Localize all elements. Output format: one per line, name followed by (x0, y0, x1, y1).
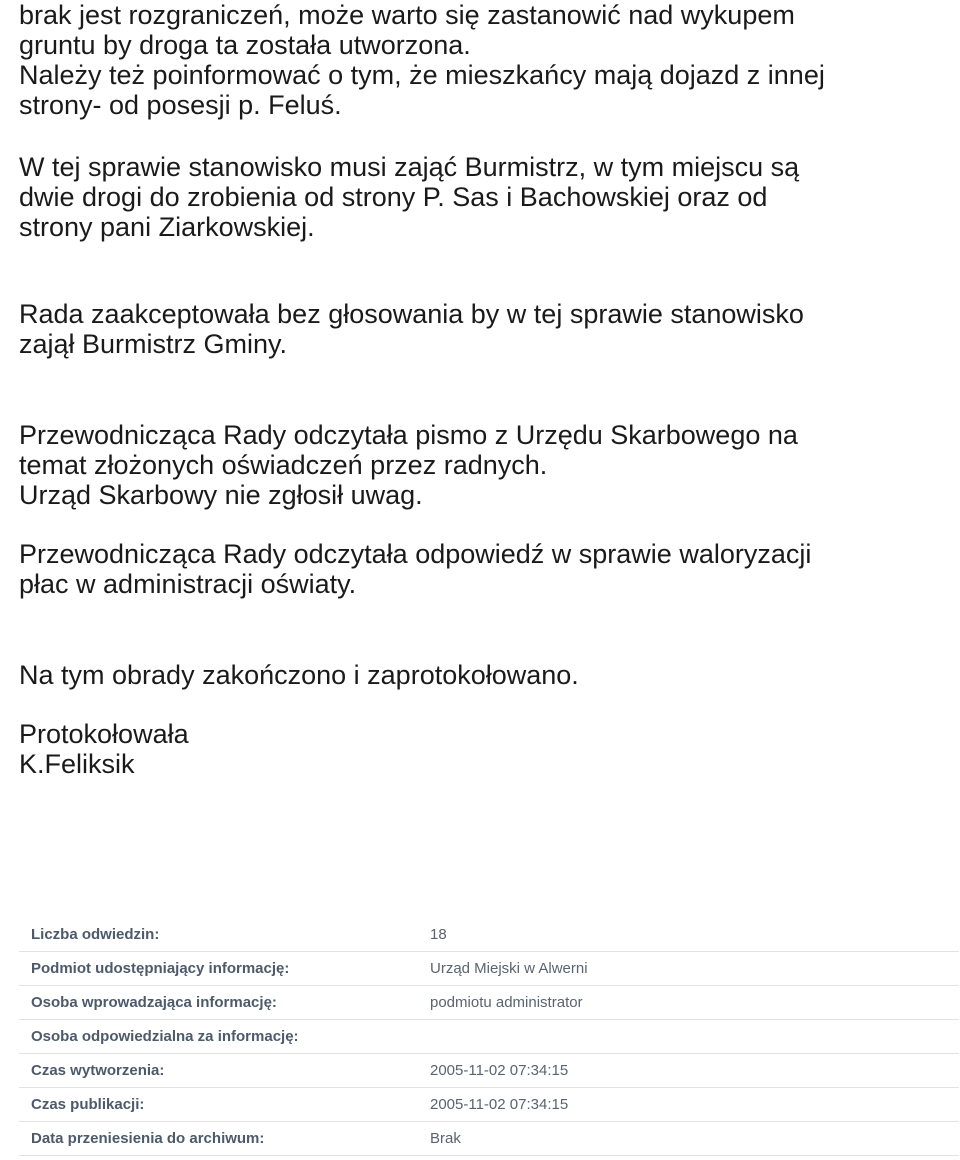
metadata-value: 2005-11-02 07:34:15 (418, 1054, 959, 1088)
paragraph-tax-office-letter: Przewodnicząca Rady odczytała pismo z Urzędu Skarbowego na temat złożonych oświadczeń przez radnych. Urząd Skarbowy nie zgłosił uwag. (19, 420, 798, 510)
metadata-row (19, 918, 959, 952)
metadata-label: Data przeniesienia do archiwum: (19, 1122, 418, 1156)
metadata-row (19, 1088, 959, 1122)
metadata-row (19, 1122, 959, 1156)
paragraph-road-boundaries: brak jest rozgraniczeń, może warto się zastanowić nad wykupem gruntu by droga ta została utworzona. Należy też poinformować o tym, że mieszkańcy mają dojazd z innej strony- od posesji p. Feluś. (19, 0, 825, 120)
metadata-label: Czas wytworzenia: (19, 1054, 418, 1088)
metadata-label: Liczba odwiedzin: (19, 918, 418, 952)
metadata-label: Osoba wprowadzająca informację: (19, 986, 418, 1020)
paragraph-council-decision: Rada zaakceptowała bez głosowania by w tej sprawie stanowisko zajął Burmistrz Gminy. (19, 299, 804, 359)
paragraph-mayor-position: W tej sprawie stanowisko musi zająć Burmistrz, w tym miejscu są dwie drogi do zrobienia od strony P. Sas i Bachowskiej oraz od strony pani Ziarkowskiej. (19, 152, 800, 242)
metadata-value: Brak (418, 1122, 959, 1156)
paragraph-recorded-by: Protokołowała K.Feliksik (19, 719, 189, 779)
paragraph-session-closed: Na tym obrady zakończono i zaprotokołowano. (19, 660, 579, 690)
metadata-value: podmiotu administrator (418, 986, 959, 1020)
metadata-value: 2005-11-02 07:34:15 (418, 1088, 959, 1122)
metadata-table (19, 918, 959, 1156)
paragraph-salary-indexation: Przewodnicząca Rady odczytała odpowiedź w sprawie waloryzacji płac w administracji oświaty. (19, 539, 812, 599)
metadata-value: Urząd Miejski w Alwerni (418, 952, 959, 986)
metadata-row (19, 1020, 959, 1054)
metadata-label: Czas publikacji: (19, 1088, 418, 1122)
metadata-row (19, 952, 959, 986)
metadata-value: 18 (418, 918, 959, 952)
metadata-value (418, 1020, 959, 1054)
metadata-row (19, 986, 959, 1020)
metadata-label: Podmiot udostępniający informację: (19, 952, 418, 986)
metadata-row (19, 1054, 959, 1088)
metadata-label: Osoba odpowiedzialna za informację: (19, 1020, 418, 1054)
